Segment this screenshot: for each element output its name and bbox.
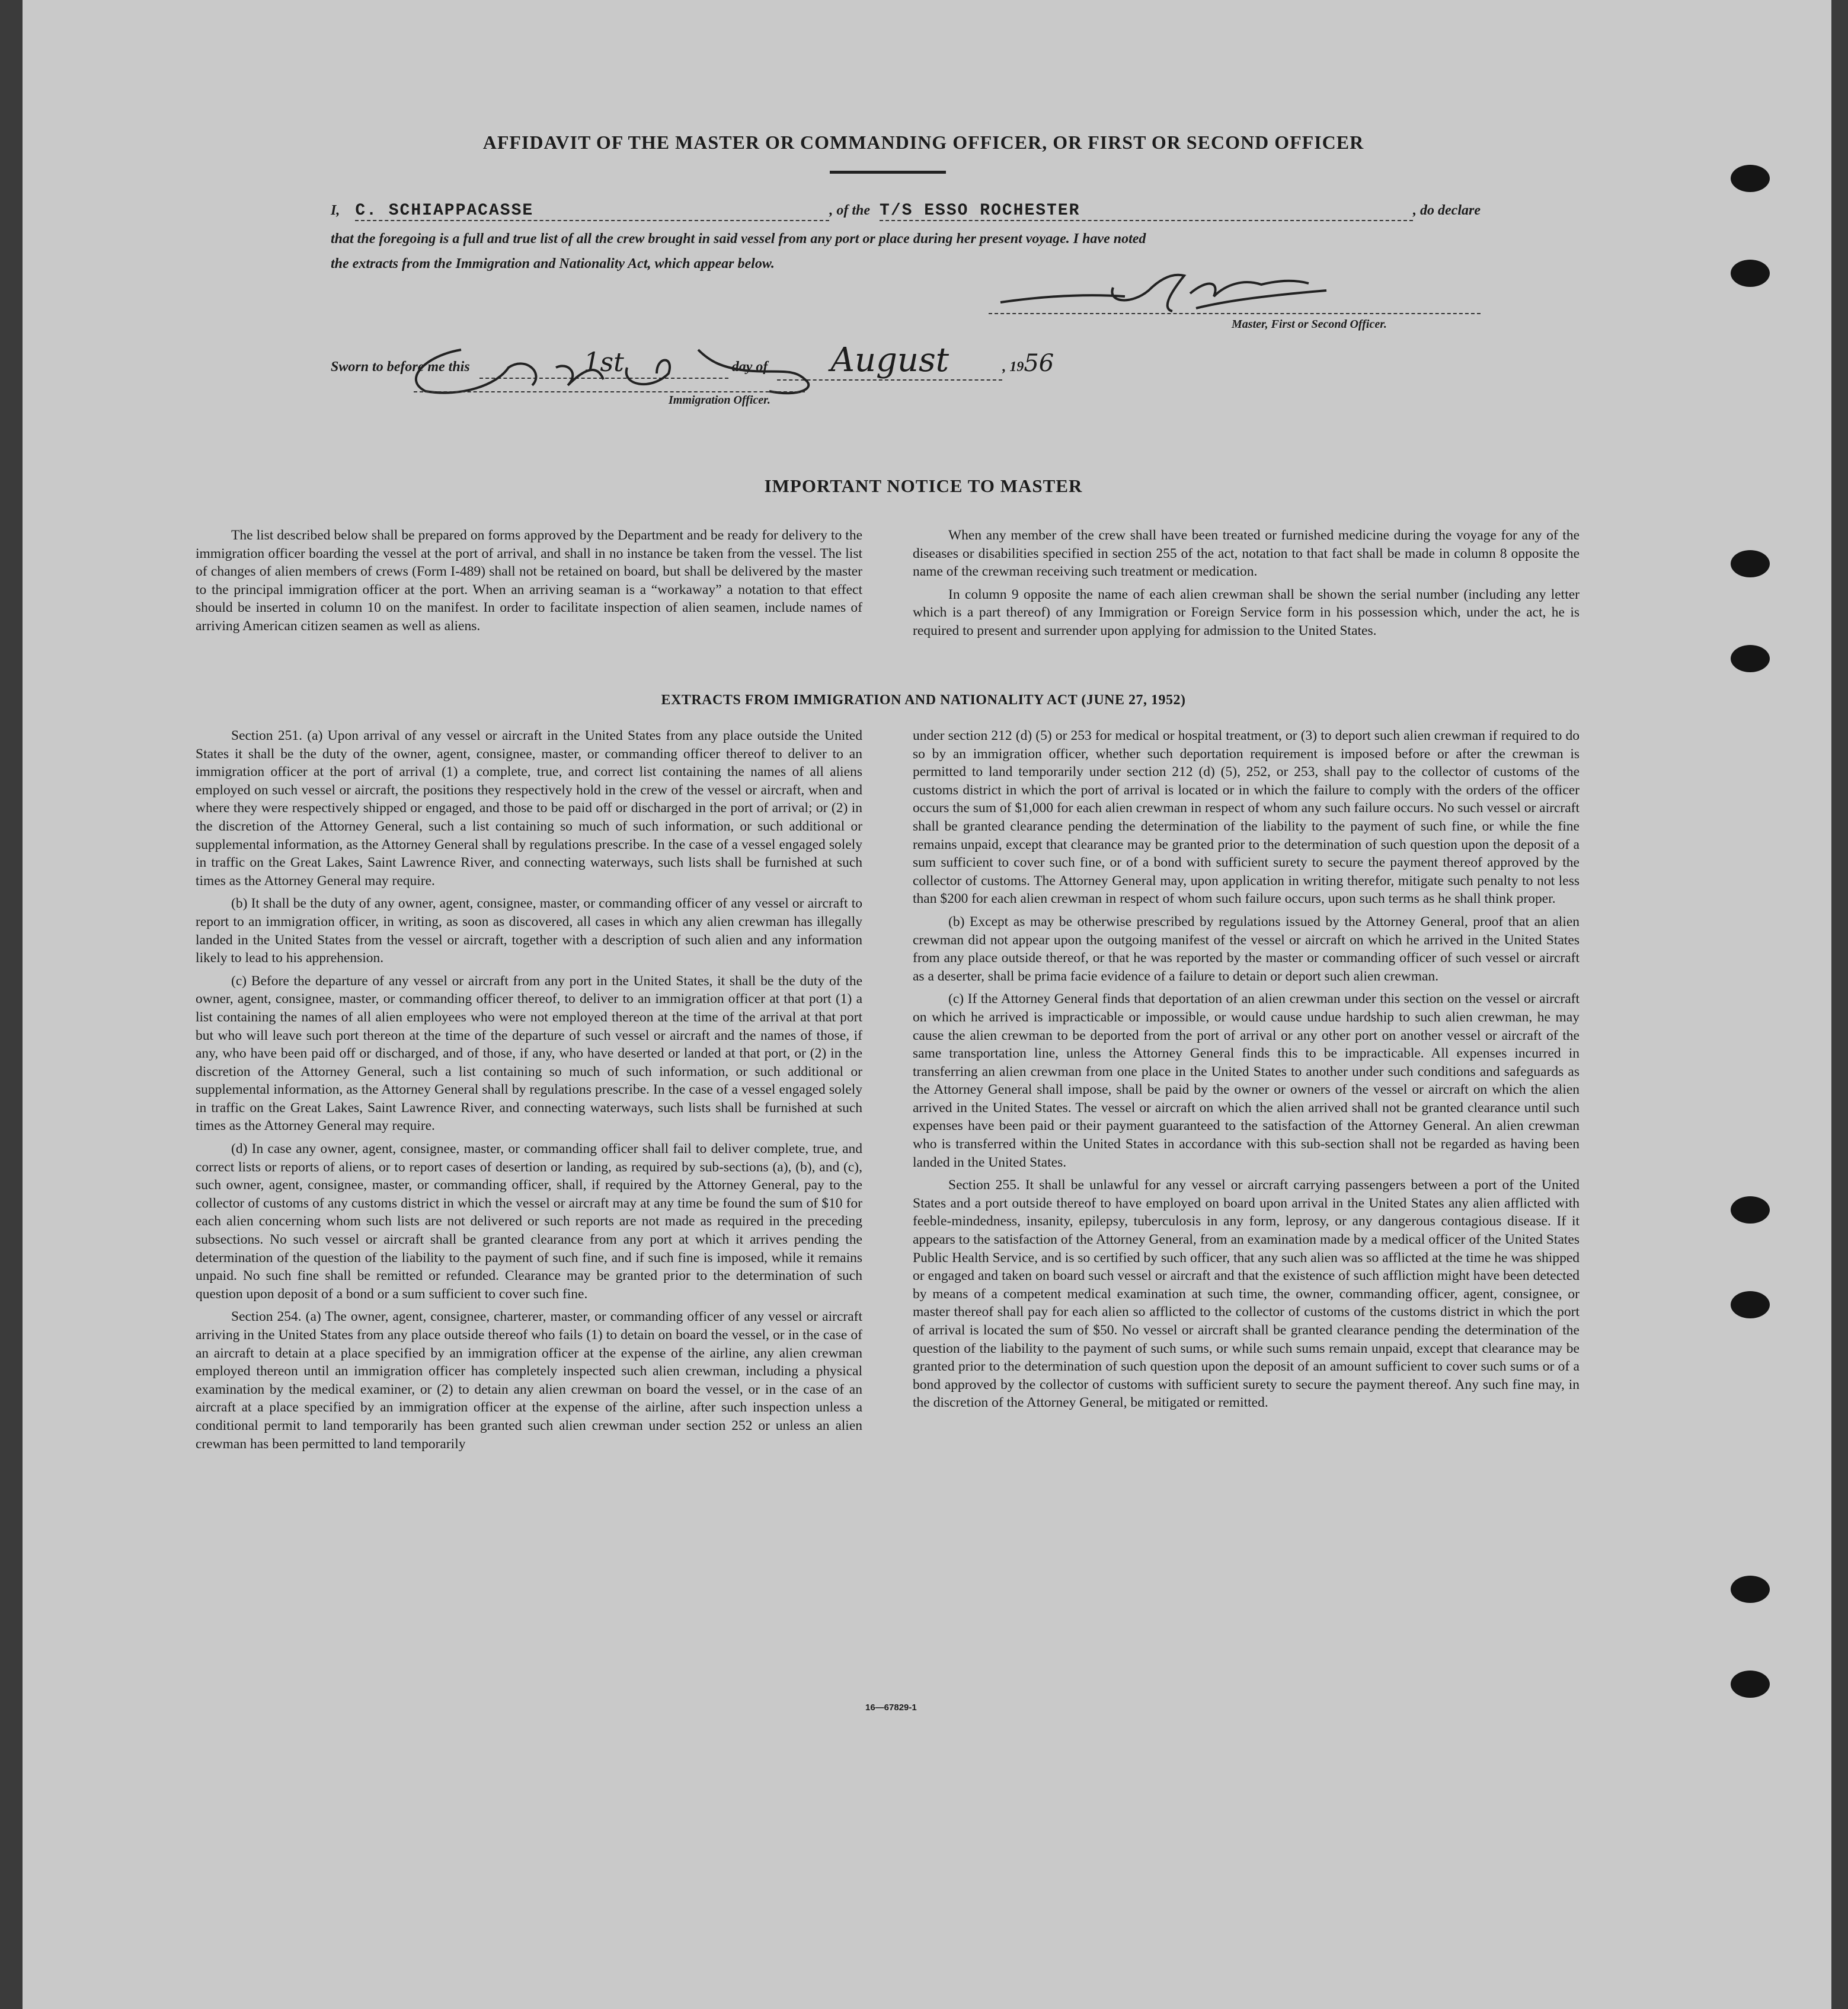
notice-title: IMPORTANT NOTICE TO MASTER bbox=[764, 475, 1083, 496]
officer-name: C. SCHIAPPACASSE bbox=[355, 202, 534, 220]
affidavit-title: AFFIDAVIT OF THE MASTER OR COMMANDING OFFICER, OR FIRST OR SECOND OFFICER bbox=[482, 132, 1364, 153]
sworn-month: August bbox=[830, 341, 949, 379]
section-251b: (b) It shall be the duty of any owner, agent, consignee, master, or commanding officer of any vessel or aircraft to report to an immigration officer, in writing, as soon as discovered, all cases in which any alien crewman has illegally landed in the United States from the vessel or aircraft, together with a description of such alien and any information likely to lead to his apprehension. bbox=[196, 896, 862, 966]
section-254b: (b) Except as may be otherwise prescribed by regulations issued by the Attorney General, proof that an alien crewman did not appear upon the outgoing manifest of the vessel or aircraft on which he arrived in the United States from any place outside thereof, or that he was reported by the master or commanding officer of such vessel or aircraft as a deserter, shall be prima facie evidence of a failure to detain or deport such alien crewman. bbox=[913, 914, 1580, 984]
notice-left-paragraph: The list described below shall be prepared on forms approved by the Department and be ready for delivery to the immigration officer boarding the vessel at the port of arrival, and shall in no instance be taken from the vessel. The list of changes of alien members of crews (Form I-489) shall not be retained on board, but shall be delivered by the master to the principal immigration officer at the port. When an arriving seaman is a “workaway” a notation to that effect should be inserted in column 10 on the manifest. In order to facilitate inspection of alien seamen, include names of arriving American citizen seamen as well as aliens. bbox=[196, 528, 862, 634]
year-prefix: , 19 bbox=[1002, 359, 1024, 375]
notice-right-column bbox=[913, 526, 1580, 645]
notice-left-column bbox=[196, 526, 862, 640]
immigration-signature-line bbox=[414, 391, 805, 392]
section-251a: Section 251. (a) Upon arrival of any vessel or aircraft in the United States from any place outside the United States it shall be the duty of the owner, agent, consignee, master, or commanding officer thereof to deliver to an immigration officer at the port of arrival (1) a complete, true, and correct list containing the names of all aliens employed on such vessel or aircraft, the positions they respectively hold in the crew of the vessel or aircraft, when and where they were respectively shipped or engaged, and those to be paid off or discharged in the port of arrival; or (2) in the discretion of the Attorney General, such a list containing so much of such information, or such additional or supplemental information, as the Attorney General shall by regulations prescribe. In the case of a vessel engaged solely in traffic on the Great Lakes, Saint Lawrence River, and connecting waterways, such lists shall be furnished at such times as the Attorney General may require. bbox=[196, 728, 862, 889]
declaration-line-2: that the foregoing is a full and true list of all the crew brought in said vessel from any port or place during her present voyage. I have noted bbox=[331, 231, 1146, 247]
punch-hole bbox=[1731, 260, 1770, 287]
punch-hole bbox=[1731, 1576, 1770, 1603]
section-251d: (d) In case any owner, agent, consignee, master, or commanding officer shall fail to deliver complete, true, and correct lists or reports of aliens, or to report cases of desertion or landing, as required by sub-sections (a), (b), and (c), such owner, agent, consignee, master, or commanding officer, shall, if required by the Attorney General, pay to the collector of customs of any customs district in which the vessel or aircraft may at any time be found the sum of $10 for each alien concerning whom such lists are not delivered or such reports are not made as required in the preceding subsections. No such vessel or aircraft shall be granted clearance from any port at which it arrives pending the determination of the question of the liability to the payment of such fine, and if such fine is imposed, while it remains unpaid. No such fine shall be remitted or refunded. Clearance may be granted prior to the determination of such question upon deposit of a bond or a sum sufficient to cover such fine. bbox=[196, 1141, 862, 1302]
immigration-officer-signature bbox=[390, 332, 840, 409]
i-label: I, bbox=[331, 203, 340, 218]
day-of-label: day of bbox=[731, 359, 768, 375]
of-the-label: , of the bbox=[829, 203, 871, 218]
section-255: Section 255. It shall be unlawful for any vessel or aircraft carrying passengers between a port of the United States and a port outside thereof to have employed on board upon arrival in the United States any alien afflicted with feeble-mindedness, insanity, epilepsy, tuberculosis in any form, leprosy, or any dangerous contagious disease. If it appears to the satisfaction of the Attorney General, from an examination made by a medical officer of the United States Public Health Service, and is so certified by such officer, that any such alien was so afflicted at the time he was shipped or engaged and taken on board such vessel or aircraft and that the existence of such affliction might have been detected by means of a competent medical examination at such time, the owner, commanding officer, agent, consignee, or master thereof shall pay for each alien so afflicted to the collector of customs of the customs district in which the port of arrival is located the sum of $50. No vessel or aircraft shall be granted clearance pending the determination of the question of the liability to the payment of such sums, or while such sums remain unpaid, except that clearance may be granted prior to the determination of such question upon the deposit of an amount sufficient to cover such sums or of a bond approved by the collector of customs with sufficient surety to secure the payment thereof. Any such fine may, in the discretion of the Attorney General, be mitigated or remitted. bbox=[913, 1177, 1580, 1411]
punch-hole bbox=[1731, 1671, 1770, 1698]
extracts-title: EXTRACTS FROM IMMIGRATION AND NATIONALITY ACT (JUNE 27, 1952) bbox=[661, 692, 1186, 708]
punch-hole bbox=[1731, 645, 1770, 672]
section-254c: (c) If the Attorney General finds that deportation of an alien crewman under this section on the vessel or aircraft on which he arrived is impracticable or impossible, or would cause undue hardship to such alien crewman, he may cause the alien crewman to be deported from the port of arrival or any other port on another vessel or aircraft of the same transportation line, unless the Attorney General finds this to be impracticable. All expenses incurred in transferring an alien crewman from one place in the United States to another under such conditions and safeguards as the Attorney General shall impose, shall be paid by the owner or owners of the vessel or aircraft on which the alien arrived in the United States. The vessel or aircraft on which the alien arrived shall not be granted clearance until such expenses have been paid or their payment guaranteed to the satisfaction of the Attorney General. An alien crewman who is transferred within the United States in accordance with this sub-section shall not be regarded as having been landed in the United States. bbox=[913, 991, 1580, 1170]
immigration-caption: Immigration Officer. bbox=[669, 394, 770, 407]
notice-right-paragraph-1: When any member of the crew shall have been treated or furnished medicine during the voyage for any of the diseases or disabilities specified in section 255 of the act, notation to that fact shall be made in column 8 opposite the name of the crewman receiving such treatment or medication. bbox=[913, 528, 1580, 580]
punch-hole bbox=[1731, 550, 1770, 577]
declaration-line-1 bbox=[331, 202, 1481, 221]
notice-right-paragraph-2: In column 9 opposite the name of each alien crewman shall be shown the serial number (including any letter which is a part thereof) of any Immigration or Foreign Service form in his possession which, under the act, he is required to present and surrender upon applying for admission to the United States. bbox=[913, 586, 1580, 638]
extracts-right-column bbox=[913, 727, 1580, 1417]
punch-hole bbox=[1731, 165, 1770, 192]
form-number: 16—67829-1 bbox=[865, 1703, 917, 1713]
declaration-line-3: the extracts from the Immigration and Nationality Act, which appear below. bbox=[331, 256, 775, 272]
master-signature-line bbox=[989, 313, 1481, 314]
section-251c: (c) Before the departure of any vessel or aircraft from any port in the United States, it shall be the duty of the owner, agent, consignee, master, or commanding officer thereof, to deliver to an immigration officer at that port (1) a list containing the names of all alien employees who were not employed thereon at the time of the arrival at that port but who will leave such port thereon at the time of the departure of such vessel or aircraft and the names of those, if any, who have been paid off or discharged, and of those, if any, who have deserted or landed at that port, or (2) in the discretion of the Attorney General, such a list containing so much of such information, or such additional or supplemental information, as the Attorney General shall by regulations prescribe. In the case of a vessel engaged solely in traffic on the Great Lakes, Saint Lawrence River, and connecting waterways, such lists shall be furnished at such times as the Attorney General may require. bbox=[196, 973, 862, 1134]
extracts-left-column bbox=[196, 727, 862, 1458]
master-caption: Master, First or Second Officer. bbox=[1232, 318, 1387, 331]
master-signature bbox=[995, 261, 1338, 320]
punch-hole bbox=[1731, 1291, 1770, 1318]
year-suffix: 56 bbox=[1024, 350, 1054, 377]
document-page bbox=[23, 0, 1831, 2009]
vessel-name: T/S ESSO ROCHESTER bbox=[880, 202, 1080, 220]
do-declare-label: , do declare bbox=[1413, 203, 1481, 218]
section-254a-cont: under section 212 (d) (5) or 253 for medical or hospital treatment, or (3) to deport such alien crewman if required to do so by an immigration officer, whether such deportation requirement is imposed before or after the crewman is permitted to land temporarily under section 212 (d) (5), 252, or 253, shall pay to the collector of customs of the customs district in which the port of arrival is located or in which the failure to comply with the orders of the officer occurs the sum of $1,000 for each alien crewman in respect of whom any such failure occurs. No such vessel or aircraft shall be granted clearance pending the determination of the liability to the payment of such fine, or while the fine remains unpaid, except that clearance may be granted prior to the determination of such question upon the deposit of a sum sufficient to cover such fine, or of a bond with sufficient surety to secure the payment thereof approved by the collector of customs. The Attorney General may, upon application in writing therefor, mitigate such penalty to not less than $200 for each alien crewman in respect of whom such failure occurs, upon such terms as he shall think proper. bbox=[913, 728, 1580, 907]
title-rule bbox=[830, 171, 946, 174]
punch-hole bbox=[1731, 1196, 1770, 1224]
section-254a: Section 254. (a) The owner, agent, consignee, charterer, master, or commanding officer of any vessel or aircraft arriving in the United States from any place outside thereof who fails (1) to detain on board the vessel, or in the case of an aircraft to detain at a place specified by an immigration officer at the expense of the airline, any alien crewman employed thereon until an immigration officer has completely inspected such alien crewman, including a physical examination by the medical examiner, or (2) to detain any alien crewman on board the vessel, or in the case of an aircraft at a place specified by an immigration officer at the expense of the airline, after such inspection unless a conditional permit to land temporarily has been granted such alien crewman under section 252 or unless an alien crewman has been permitted to land temporarily bbox=[196, 1309, 862, 1452]
sworn-day: 1st bbox=[583, 347, 624, 378]
sworn-label: Sworn to before me this bbox=[331, 359, 470, 375]
